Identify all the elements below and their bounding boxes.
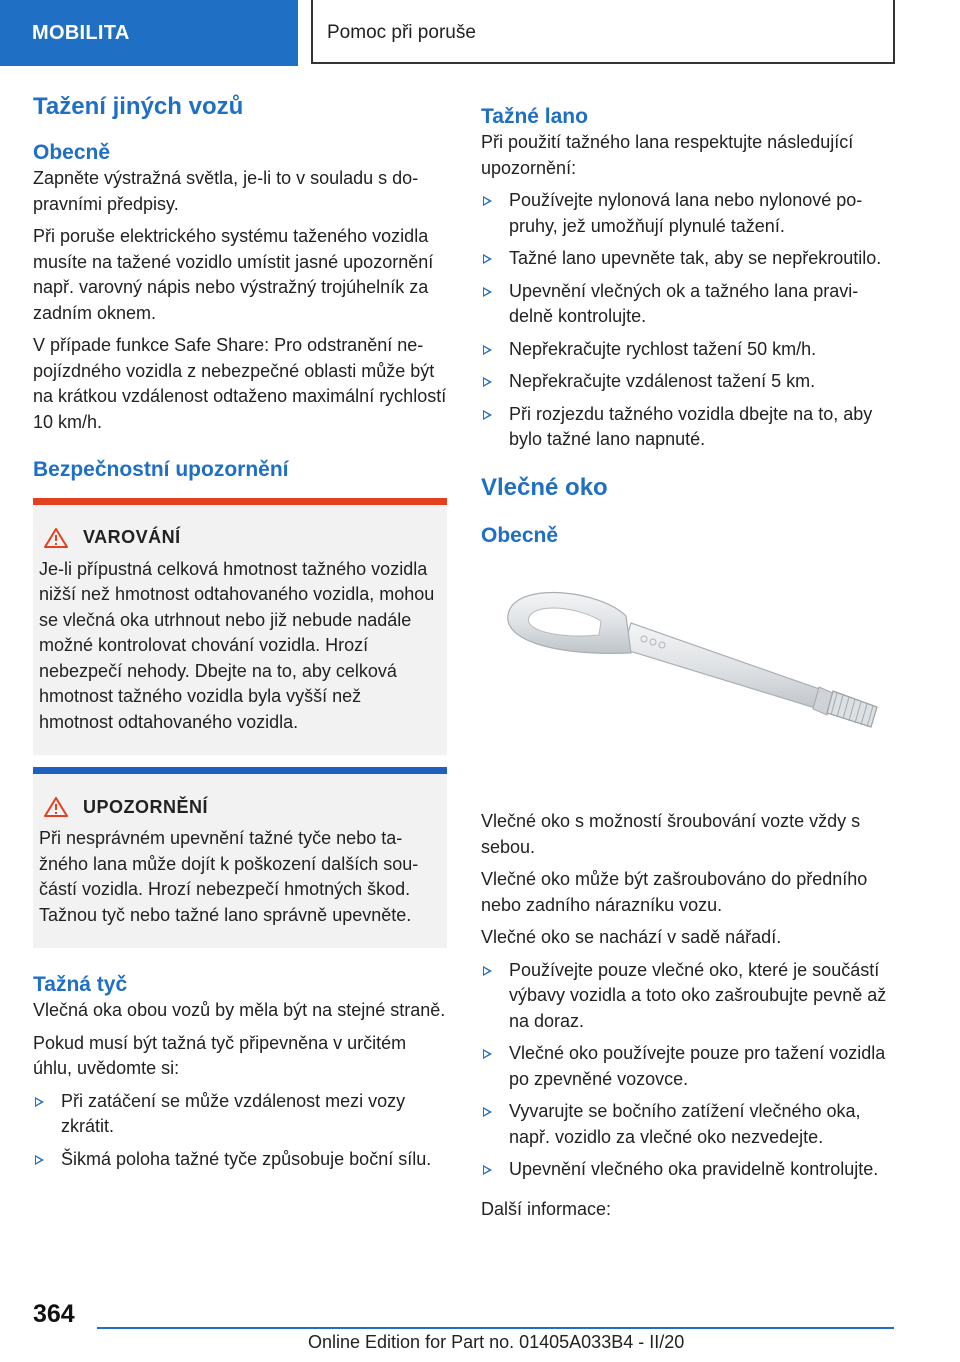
tow-bar-list xyxy=(33,1089,447,1173)
more-info-label: Další informace: xyxy=(481,1198,612,1219)
paragraph: Vlečná oka obou vozů by měla být na stejné straně. xyxy=(33,1000,446,1021)
list-item: Šikmá poloha tažné tyče způsobuje boční sílu. xyxy=(33,1147,447,1173)
triangle-bullet-icon xyxy=(483,1107,492,1117)
list-item: Upevnění vlečného oka pravidelně kontrolujte. xyxy=(481,1157,891,1183)
warning-triangle-icon xyxy=(43,796,69,818)
triangle-bullet-icon xyxy=(35,1097,44,1107)
warning-triangle-icon xyxy=(43,527,69,549)
triangle-bullet-icon xyxy=(483,377,492,387)
triangle-bullet-icon xyxy=(483,1049,492,1059)
list-item: Nepřekračujte vzdálenost tažení 5 km. xyxy=(481,369,891,395)
triangle-bullet-icon xyxy=(483,254,492,264)
tow-rope-list xyxy=(481,188,891,453)
triangle-bullet-icon xyxy=(483,410,492,420)
section-tab: MOBILITA xyxy=(0,0,298,66)
edition-note: Online Edition for Part no. 01405A033B4 - II/20 xyxy=(308,1332,685,1352)
tow-eye-image xyxy=(481,561,891,801)
triangle-bullet-icon xyxy=(483,196,492,206)
section-title-tow-eye: Vlečné oko xyxy=(481,473,608,501)
heading-safety: Bezpečnostní upozornění xyxy=(33,458,289,482)
tow-eye-list xyxy=(481,958,891,1183)
tow-eye-illustration xyxy=(481,561,891,801)
list-item: Používejte nylonová lana nebo nylonové popruhy, jež umožňují plynulé tažení. xyxy=(481,188,891,239)
footer-divider xyxy=(97,1327,894,1329)
heading-tow-rope: Tažné lano xyxy=(481,105,588,128)
list-item: Vyvarujte se bočního zatížení vlečného oka, např. vozidlo za vlečné oko nezvedejte. xyxy=(481,1099,891,1150)
list-item: Nepřekračujte rychlost tažení 50 km/h. xyxy=(481,337,891,363)
paragraph: Vlečné oko se nachází v sadě nářadí. xyxy=(481,927,782,947)
triangle-bullet-icon xyxy=(35,1155,44,1165)
paragraph: Při poruše elektrického systému taženého vozidla musíte na tažené vozidlo umístit jasné upozornění např. varovný nápis nebo výstražný trojúhelník za zadním oknem. xyxy=(33,226,434,323)
caution-box xyxy=(33,767,447,948)
paragraph: V případe funkce Safe Share: Pro odstranění nepojízdného vozidla z nebezpečné oblasti může být na krátkou vzdálenost odtaženo maximální rychlostí 10 km/h. xyxy=(33,335,447,432)
caution-text: Při nesprávném upevnění tažné tyče nebo tažného lana může dojít k poškození dalších součástí vozidla. Hrozí nebezpečí hmotných škod. Tažnou tyč nebo tažné lano správně upevněte. xyxy=(39,828,419,925)
list-item: Při rozjezdu tažného vozidla dbejte na to, aby bylo tažné lano napnuté. xyxy=(481,402,891,453)
list-item: Při zatáčení se může vzdálenost mezi vozy zkrátit. xyxy=(33,1089,447,1140)
paragraph: Vlečné oko může být zašroubováno do předního nebo zadního nárazníku vozu. xyxy=(481,869,868,915)
triangle-bullet-icon xyxy=(483,966,492,976)
page-number: 364 xyxy=(33,1300,75,1328)
paragraph: Zapněte výstražná světla, je-li to v souladu s dopravními předpisy. xyxy=(33,168,419,214)
triangle-bullet-icon xyxy=(483,287,492,297)
warning-label: VAROVÁNÍ xyxy=(83,527,181,547)
triangle-bullet-icon xyxy=(483,345,492,355)
warning-box xyxy=(33,498,447,756)
heading-general: Obecně xyxy=(33,141,111,164)
heading-tow-bar: Tažná tyč xyxy=(33,973,128,996)
triangle-bullet-icon xyxy=(483,1165,492,1175)
right-column xyxy=(481,104,891,1229)
section-title-towing-other-vehicles: Tažení jiných vozů xyxy=(33,93,244,120)
list-item: Upevnění vlečných ok a tažného lana pravidelně kontrolujte. xyxy=(481,279,891,330)
left-column xyxy=(33,92,447,1179)
paragraph: Vlečné oko s možností šroubování vozte vždy s sebou. xyxy=(481,811,861,857)
heading-general: Obecně xyxy=(481,523,559,547)
chapter-title: Pomoc při poruše xyxy=(311,0,895,64)
paragraph: Pokud musí být tažná tyč připevněna v určitém úhlu, uvědomte si: xyxy=(33,1032,407,1079)
caution-label: UPOZORNĚNÍ xyxy=(83,796,209,817)
list-item: Vlečné oko používejte pouze pro tažení vozidla po zpevněné vozovce. xyxy=(481,1041,891,1092)
warning-text: Je-li přípustná celková hmotnost tažného vozidla nižší než hmotnost odtahovaného vozidla, mohou se vlečná oka utrhnout nebo již nebude nadále možné kontrolovat chování vozidla. Hrozí nebezpečí nehody. Dbejte na to, aby celková hmotnost tažného vozidla byla vyšší než hmotnost odtahovaného vozidla. xyxy=(39,558,435,732)
list-item: Tažné lano upevněte tak, aby se nepřekroutilo. xyxy=(481,246,891,272)
list-item: Používejte pouze vlečné oko, které je součástí výbavy vozidla a toto oko zašroubujte pevně až na doraz. xyxy=(481,958,891,1035)
paragraph: Při použití tažného lana respektujte následující upozornění: xyxy=(481,132,854,178)
page-header xyxy=(0,0,960,66)
